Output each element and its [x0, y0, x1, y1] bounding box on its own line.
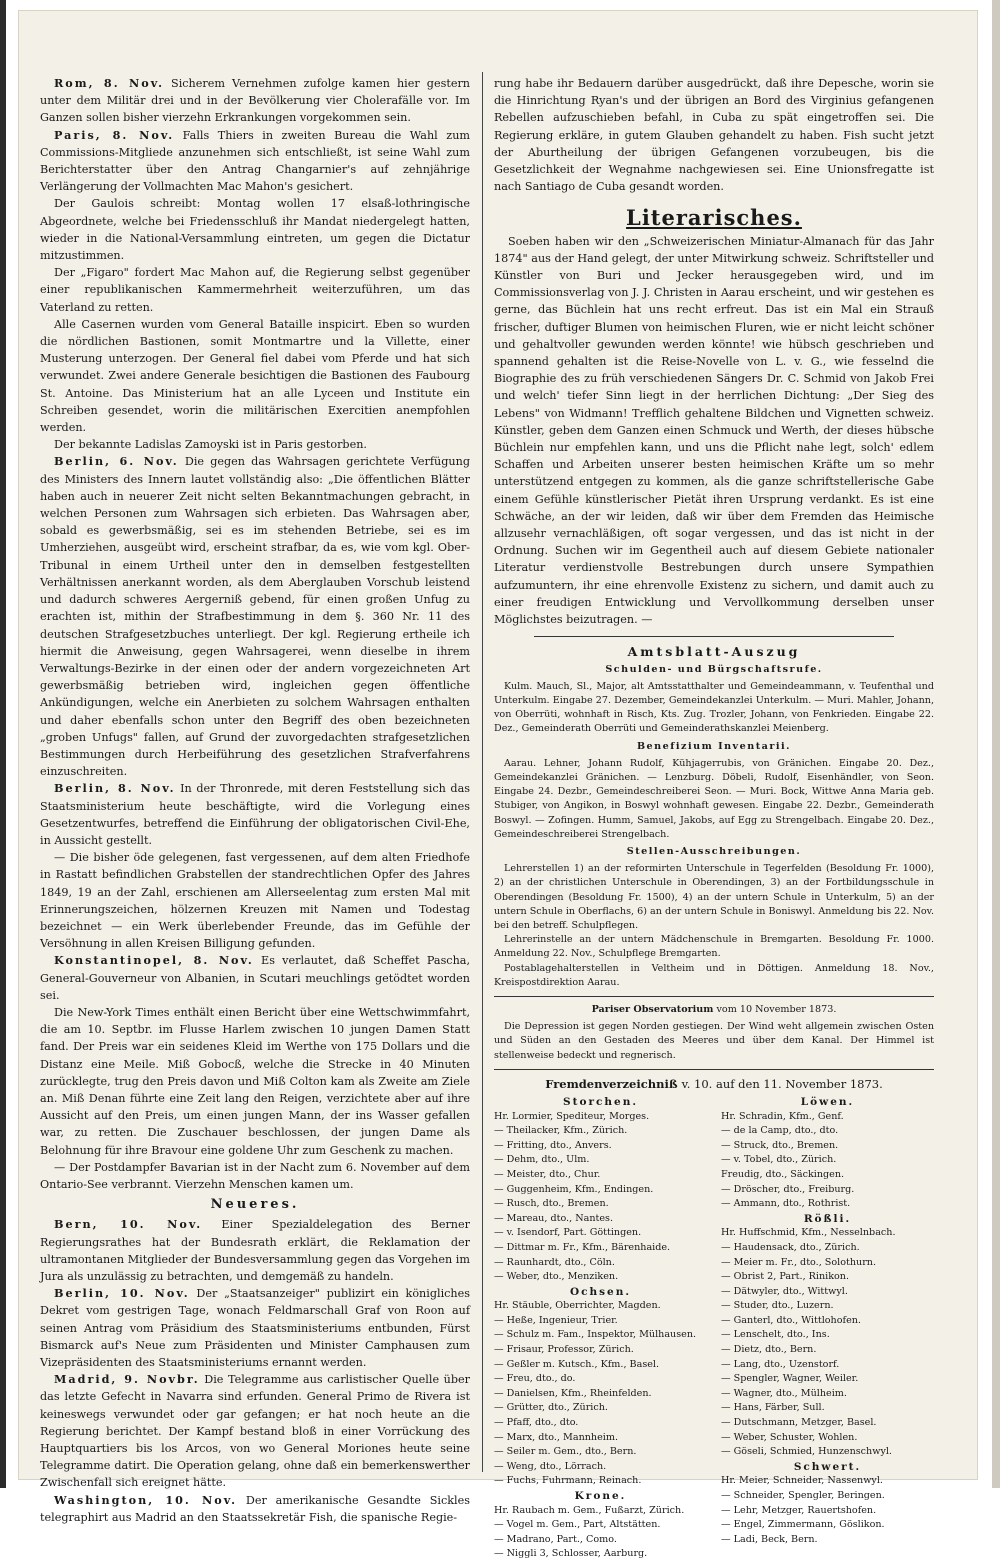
article-paragraph: [40, 264, 470, 316]
article-paragraph: [40, 1285, 470, 1371]
guest-entry: — Grütter, dto., Zürich.: [494, 1402, 608, 1414]
guest-entry: — Raunhardt, dto., Cöln.: [494, 1256, 615, 1268]
paragraph-text: Der amerikanische Gesandte Sickles telegraphirt aus Madrid an den Staatssekretär Fish, die spanische Regie-: [40, 1493, 470, 1524]
guest-entry: — v. Isendorf, Part. Göttingen.: [494, 1227, 642, 1239]
guest-entry: — Dehm, dto., Ulm.: [494, 1154, 590, 1166]
guest-entry: — Geßler m. Kutsch., Kfm., Basel.: [494, 1358, 660, 1370]
paragraph-text: Die New-York Times enthält einen Bericht über eine Wettschwimmfahrt, die am 10. Septbr. im Flusse Harlem zwischen 10 jungen Damen Statt fand. Der Preis war ein seidenes Kleid im Werthe von 175 Dollars und die Distanz eine Meile. Miß Gobocß, welche die Strecke in 40 Minuten zurücklegte, trug den Preis davon und Miß Colton kam als Zweite am Ziele an. Miß Denan führte eine Zeit lang den Reigen, verzichtete aber auf ihre Aussicht auf den Preis, um einen jungen Mann, der ins Wasser gefallen war, zu retten. Die Zuschauer beschlossen, der jungen Dame als Belohnung für ihre Bravour eine goldene Uhr zum Geschenk zu machen.: [40, 1005, 470, 1157]
hotel-heading: Rößli.: [803, 1212, 852, 1225]
paragraph-text: Die Telegramme aus carlistischer Quelle über das letzte Gefecht in Navarra sind erfunden. General Primo de Rivera ist keineswegs verwundet oder gar gefangen; er hat noch heute an die Regierung berichtet. Der Kampf bestand bloß in einer Vorrückung des Hauptquartiers bis los Arcos, von wo General Moriones heute seine Telegramme datirt. Die Operation gelang, ohne daß ein bemerkenswerther Zwischenfall sich ereignet hätte.: [40, 1373, 470, 1490]
guest-entry: — Ammann, dto., Rothrist.: [721, 1198, 851, 1210]
article-paragraph: [40, 75, 470, 127]
guest-entry: — Danielsen, Kfm., Rheinfelden.: [494, 1387, 652, 1399]
paragraph-text: Es verlautet, daß Scheffet Pascha, General-Gouverneur von Albanien, in Scutari meuchlings getödtet worden sei.: [40, 954, 471, 1002]
guest-entry: — Seiler m. Gem., dto., Bern.: [494, 1446, 637, 1458]
guest-entry: — Studer, dto., Luzern.: [721, 1300, 834, 1312]
hotel-heading: Storchen.: [563, 1095, 638, 1108]
left-column: [40, 75, 470, 1526]
fremdenverzeichnis-heading: Fremdenverzeichniß: [545, 1076, 678, 1091]
hotel-heading: Krone.: [574, 1490, 627, 1503]
fremdenverzeichnis-date: v. 10. auf den 11. November 1873.: [681, 1076, 883, 1091]
guest-entry: — Obrist 2, Part., Rinikon.: [721, 1271, 850, 1283]
article-paragraph: [40, 849, 470, 952]
article-paragraph: [40, 316, 470, 436]
guest-entry: — Dietz, dto., Bern.: [721, 1344, 817, 1356]
guest-entry: — Schulz m. Fam., Inspektor, Mülhausen.: [494, 1329, 697, 1341]
guest-entry: — Heße, Ingenieur, Trier.: [494, 1314, 618, 1326]
guest-entry: — Struck, dto., Bremen.: [721, 1139, 839, 1151]
hotel-heading: Löwen.: [800, 1095, 855, 1108]
dateline: Washington, 10. Nov.: [54, 1492, 237, 1507]
article-paragraph: [40, 1216, 470, 1285]
paragraph-text: Der Gaulois schreibt: Montag wollen 17 elsaß-lothringische Abgeordnete, welche bei Friedensschluß ihr Mandat niedergelegt hatten, wieder in die National-Versammlung eintreten, um gegen die Dictatur mitzustimmen.: [40, 197, 470, 263]
article-paragraph: [40, 127, 470, 196]
guest-entry: — Ganterl, dto., Wittlohofen.: [721, 1314, 861, 1326]
amtsblatt-section: [494, 645, 934, 1069]
guest-entry: — Mareau, dto., Nantes.: [494, 1212, 613, 1224]
guest-entry: — Meier m. Fr., dto., Solothurn.: [721, 1256, 877, 1268]
article-paragraph: [40, 1492, 470, 1526]
guest-entry: — Haudensack, dto., Zürich.: [721, 1241, 860, 1253]
washington-continuation: rung habe ihr Bedauern darüber ausgedrückt, daß ihre Depesche, worin sie die Hinrichtung Ryan's und der übrigen an Bord des Virginius gefangenen Rebellen aufzuschieben befahl, in Cuba zu spät eingetroffen sei. Die Regierung erkläre, in gutem Glauben gehandelt zu haben. Fish sucht jetzt der Aburtheilung der übrigen Gefangenen vorzubeugen, bis die Gesetzlichkeit der Wegnahme nachgewiesen sei. Eine Unionsfregatte ist nach Santiago de Cuba gesandt worden.: [494, 77, 934, 194]
guest-entry: — Weng, dto., Lörrach.: [494, 1460, 607, 1472]
guest-entry: — Theilacker, Kfm., Zürich.: [494, 1125, 628, 1137]
guest-entry: — Ladi, Beck, Bern.: [721, 1533, 818, 1545]
literarisches-text: Soeben haben wir den „Schweizerischen Miniatur-Almanach für das Jahr 1874" aus der Hand gelegt, der unter Mitwirkung schweiz. Schriftsteller und Künstler von Buri und Jecker herausgegeben wird, und im Commissionsverlag von J. J. Christen in Aarau erscheint, und wir gestehen es gerne, das Büchlein hat uns recht erfreut. Das ist ein Mal ein Strauß frischer, duftiger Blumen von heimischen Fluren, wie er nicht leicht schöner und gehaltvoller gewunden werden könnte! wie hübsch geschrieben und spannend gehalten ist die Reise-Novelle von L. v. G., wie fesselnd die Biographie des zu früh verschiedenen Sängers Dr. C. Schmid von Jakob Frei und welch' tiefer Sinn liegt in der herrlichen Dichtung: „Der Sieg des Lebens" von Widmann! Trefflich gehaltene Bildchen und Vignetten schweiz. Künstler, geben dem Ganzen einen Schmuck und Werth, der dieses hübsche Büchlein nur empfehlen kann, und uns die Pflicht nahe legt, solch' edlem Schaffen und Arbeiten unserer besten heimischen Kräfte um so mehr unterstützend entgegen zu kommen, als die ganze schriftstellerische Gabe einem Gefühle künstlerischer Pietät ihren Ursprung verdankt. Es ist eine Schwäche, an der wir leiden, daß wir über dem Fremden das Heimische allzusehr vernachläßigen, oft sogar vergessen, und das ist nicht in der Ordnung. Suchen wir im Gegentheil auch auf diesem Gebiete nationaler Literatur verdienstvolle Bestrebungen durch unsere Sympathien aufzumuntern, ihr eine ehrenvolle Existenz zu sichern, und damit auch zu einer freudigen Entwicklung und Vervollkommung derselben unser Möglichstes beizutragen. —: [494, 234, 934, 627]
guest-entry: — de la Camp, dto., dto.: [721, 1125, 839, 1137]
guest-entry: — Lenschelt, dto., Ins.: [721, 1329, 830, 1341]
guest-entry: Hr. Huffschmid, Kfm., Nesselnbach.: [721, 1227, 896, 1239]
guest-entry: — Pfaff, dto., dto.: [494, 1417, 579, 1429]
guest-entry: Hr. Meier, Schneider, Nassenwyl.: [721, 1475, 883, 1487]
dateline: Bern, 10. Nov.: [54, 1217, 203, 1232]
guest-entry: — Frisaur, Professor, Zürich.: [494, 1344, 634, 1356]
guest-entry: — Weber, Schuster, Wohlen.: [721, 1431, 858, 1443]
guest-entry: — Niggli 3, Schlosser, Aarburg.: [494, 1548, 648, 1560]
dateline: Paris, 8. Nov.: [54, 127, 175, 142]
section-rule: [494, 1069, 934, 1070]
guest-entry: — Vogel m. Gem., Part, Altstätten.: [494, 1519, 661, 1531]
guest-entry: — Lang, dto., Uzenstorf.: [721, 1358, 840, 1370]
dateline: Madrid, 9. Novbr.: [54, 1372, 200, 1387]
paragraph-text: — Der Postdampfer Bavarian ist in der Nacht zum 6. November auf dem Ontario-See verbrannt. Vierzehn Menschen kamen um.: [40, 1160, 470, 1191]
hotel-heading: Ochsen.: [569, 1285, 632, 1298]
benefizium-text: Aarau. Lehner, Johann Rudolf, Kühjagerrubis, von Gränichen. Eingabe 20. Dez., Gemeindekanzlei Gränichen. — Lenzburg. Döbeli, Rudolf, Eisenhändler, von Seon. Eingabe 24. Dezbr., Gemeindeschreiberei Seon. — Muri. Bock, Wittwe Anna Maria geb. Stubiger, von Angikon, in Boswyl wohnhaft gewesen. Eingabe 22. Dezbr., Gemeinderath Boswyl. — Zofingen. Humm, Samuel, Jakobs, auf Egg zu Strengelbach. Eingabe 20. Dez., Gemeindeschreiberei Strengelbach.: [494, 757, 934, 840]
article-paragraph: [40, 1159, 470, 1193]
neueres-heading: Neueres.: [210, 1197, 300, 1213]
observatorium-date: vom 10 November 1873.: [716, 1003, 837, 1015]
guest-entry: — Göseli, Schmied, Hunzenschwyl.: [721, 1446, 892, 1458]
fremdenverzeichnis-title: [494, 1076, 934, 1093]
guest-entry: — Madrano, Part., Como.: [494, 1533, 617, 1545]
guest-entry: Freudig, dto., Säckingen.: [721, 1168, 845, 1180]
guest-entry: Hr. Stäuble, Oberrichter, Magden.: [494, 1300, 661, 1312]
paragraph-text: Der „Staatsanzeiger" publizirt ein königliches Dekret vom gestrigen Tage, wonach Feldmarschall Graf von Roon auf seinen Antrag vom Präsidium des Staatsministeriums entbunden, Fürst Bismarck auf's Neue zum Präsidenten und Minister Camphausen zum Vizepräsidenten des Staatsministeriums ernannt werden.: [40, 1287, 470, 1370]
dateline: Berlin, 10. Nov.: [54, 1286, 190, 1301]
dateline: Konstantinopel, 8. Nov.: [54, 953, 254, 968]
paragraph-text: Einer Spezialdelegation des Berner Regierungsrathes hat der Bundesrath erklärt, die Reklamation der ultramontanen Mitglieder der Bundesversammlung gegen das Vorgehen im Jura als unzulässig zu betrachten, und demgemäß zu handeln.: [40, 1218, 470, 1284]
schulden-heading: Schulden- und Bürgschaftsrufe.: [605, 663, 823, 675]
article-paragraph: [40, 1371, 470, 1491]
guest-list-right: [721, 1095, 934, 1562]
dateline: Berlin, 6. Nov.: [54, 454, 179, 469]
literarisches-heading: Literarisches.: [626, 205, 802, 231]
article-paragraph: [40, 1004, 470, 1159]
guest-entry: — Rusch, dto., Bremen.: [494, 1198, 609, 1210]
article-paragraph: [40, 952, 470, 1004]
guest-entry: — Guggenheim, Kfm., Endingen.: [494, 1183, 654, 1195]
guest-entry: Hr. Lormier, Spediteur, Morges.: [494, 1110, 650, 1122]
section-rule: [534, 636, 894, 637]
guest-list: [494, 1095, 934, 1562]
guest-entry: Hr. Schradin, Kfm., Genf.: [721, 1110, 844, 1122]
dateline: Rom, 8. Nov.: [54, 76, 164, 90]
paragraph-text: Sicherem Vernehmen zufolge kamen hier gestern unter dem Militär drei und in der Bevölkerung vier Cholerafälle vor. Im Ganzen sollen bisher vierzehn Erkrankungen vorgekommen sein.: [40, 77, 470, 125]
guest-entry: — Hans, Färber, Sull.: [721, 1402, 825, 1414]
guest-entry: Hr. Raubach m. Gem., Fußarzt, Zürich.: [494, 1504, 685, 1516]
guest-entry: — Schneider, Spengler, Beringen.: [721, 1490, 885, 1502]
guest-entry: — Dittmar m. Fr., Kfm., Bärenhaide.: [494, 1241, 671, 1253]
dateline: Berlin, 8. Nov.: [54, 781, 176, 796]
guest-entry: — Dätwyler, dto., Wittwyl.: [721, 1285, 848, 1297]
amtsblatt-heading: Amtsblatt-Auszug: [627, 644, 801, 660]
guest-entry: — Dutschmann, Metzger, Basel.: [721, 1417, 877, 1429]
guest-entry: — Meister, dto., Chur.: [494, 1168, 601, 1180]
stellen-heading: Stellen-Ausschreibungen.: [626, 845, 802, 857]
guest-entry: — Weber, dto., Menziken.: [494, 1271, 619, 1283]
guest-entry: — Fuchs, Fuhrmann, Reinach.: [494, 1475, 642, 1487]
guest-entry: — Spengler, Wagner, Weiler.: [721, 1373, 859, 1385]
observatorium-title: [494, 1003, 934, 1017]
paragraph-text: Der „Figaro" fordert Mac Mahon auf, die Regierung selbst gegenüber einer republikanischen Kammermehrheit weiterzuführen, um das Vaterland zu retten.: [40, 266, 470, 314]
paragraph-text: Falls Thiers in zweiten Bureau die Wahl zum Commissions-Mitgliede anzunehmen sich entschließt, ist seine Wahl zum Berichterstatter über den Antrag Changarnier's auf zehnjährige Verlängerung der Vollmachten Mac Mahon's gesichert.: [40, 128, 471, 194]
guest-entry: — Dröscher, dto., Freiburg.: [721, 1183, 855, 1195]
guest-list-left: [494, 1095, 707, 1562]
scan-edge-left: [0, 0, 6, 1488]
stellen-text-2: Lehrerinstelle an der untern Mädchenschule in Bremgarten. Besoldung Fr. 1000. Anmeldung 22. Nov., Schulpflege Bremgarten.: [494, 934, 934, 960]
paragraph-text: In der Thronrede, mit deren Feststellung sich das Staatsministerium heute beschäftigte, wird die Vorlegung eines Gesetzentwurfes, betreffend die Einführung der obligatorischen Civil-Ehe, in Aussicht gestellt.: [40, 782, 470, 847]
guest-entry: — v. Tobel, dto., Zürich.: [721, 1154, 837, 1166]
paragraph-text: — Die bisher öde gelegenen, fast vergessenen, auf dem alten Friedhofe in Rastatt befindlichen Grabstellen der standrechtlichen Opfer des Jahres 1849, 19 an der Zahl, erschienen am Allerseelentag zum ersten Mal mit Erinnerungszeichen, hölzernen Kreuzen mit Namen und Todestag bezeichnet — ein Werk überlebender Freunde, das im Gefühle der Versöhnung in allen Kreisen Billigung gefunden.: [40, 851, 470, 951]
stellen-text-3: Postablagehalterstellen in Veltheim und in Döttigen. Anmeldung 18. Nov., Kreispostdirektion Aarau.: [494, 962, 934, 988]
guest-entry: — Freu, dto., do.: [494, 1373, 576, 1385]
guest-entry: — Engel, Zimmermann, Göslikon.: [721, 1519, 885, 1531]
paragraph-text: Alle Casernen wurden vom General Bataille inspicirt. Eben so wurden die nördlichen Bastionen, somit Montmartre und la Villette, einer Musterung unterzogen. Der General fiel dabei vom Pferde und hat sich verwundet. Zwei andere Generale besichtigen die Bastionen des Faubourg St. Antoine. Das Ministerium hat an alle Lyceen und Institute ein Schreiben gesendet, worin die militärischen Exercitien anempfohlen werden.: [40, 317, 470, 435]
guest-entry: — Marx, dto., Mannheim.: [494, 1431, 619, 1443]
article-paragraph: [40, 436, 470, 453]
right-column: [494, 75, 934, 1562]
guest-entry: — Wagner, dto., Mülheim.: [721, 1387, 847, 1399]
schulden-text: Kulm. Mauch, Sl., Major, alt Amtsstatthalter und Gemeindeammann, v. Teufenthal und Unterkulm. Eingabe 27. Dezember, Gemeindekanzlei Unterkulm. — Muri. Mahler, Johann, von Oberrüti, wohnhaft in Risch, Kts. Zug. Trozler, Johann, von Fenkrieden. Eingabe 22. Dez., Gemeinderath Oberrüti und Gemeinderathskanzlei Meienberg.: [494, 680, 934, 735]
article-paragraph: [40, 780, 470, 849]
column-divider: [482, 72, 483, 1472]
observatorium-text: Die Depression ist gegen Norden gestiegen. Der Wind weht allgemein zwischen Osten und Süden an den Gestaden des Meeres und über dem Kanal. Der Himmel ist stellenweise bedeckt und regnerisch.: [494, 1021, 934, 1061]
article-paragraph: [40, 453, 470, 780]
section-rule: [494, 996, 934, 997]
guest-entry: — Lehr, Metzger, Rauertshofen.: [721, 1504, 877, 1516]
paragraph-text: Der bekannte Ladislas Zamoyski ist in Paris gestorben.: [54, 438, 367, 452]
stellen-text: Lehrerstellen 1) an der reformirten Unterschule in Tegerfelden (Besoldung Fr. 1000), 2) an der christlichen Unterschule in Oberendingen, 3) an der Fortbildungsschule in Oberendingen (Besoldung Fr. 1500), 4) an der untern Schule in Unterkulm, 5) an der untern Schule in Oberflachs, 6) an der untern Schule in Boniswyl. Anmeldung bis 22. Nov. bei den betreff. Schulpflegen.: [494, 863, 934, 931]
hotel-heading: Schwert.: [793, 1460, 862, 1473]
paragraph-text: Die gegen das Wahrsagen gerichtete Verfügung des Ministers des Innern lautet vollständig also: „Die öffentlichen Blätter haben auch in neuerer Zeit nicht selten Bekanntmachungen gebracht, in welchen Personen zum Wahrsagen sich erbieten. Das Wahrsagen aber, sobald es gewerbsmäßig, sei es im stehenden Betriebe, sei es im Umherziehen, ausgeübt wird, erscheint strafbar, da es, wie vom kgl. Ober-Tribunal in einem Urtheil unter den in demselben festgestellten Verhältnissen anerkannt worden, als dem Aberglauben Vorschub leistend und dadurch schweres Aergerniß gebend, für einen großen Unfug zu erachten ist, mithin der Strafbestimmung in dem §. 360 Nr. 11 des deutschen Strafgesetzbuches unterliegt. Der kgl. Regierung ertheile ich hiermit die Anweisung, gegen Wahrsagerei, wenn dieselbe in ihrem Verwaltungs-Bezirke in der einen oder der andern vorgezeichneten Art gewerbsmäßig betrieben wird, ingleichen gegen öffentliche Ankündigungen, welche ein Anerbieten zu solchem Wahrsagen enthalten und daher ebenfalls schon unter den Begriff des oben bezeichneten „groben Unfugs" fallen, auf Grund der zuvorgedachten strafgesetzlichen Bestimmungen durch Herbeiführung des gesetzlichen Strafverfahrens einzuschreiten.: [40, 455, 470, 779]
article-paragraph: [40, 195, 470, 264]
guest-entry: — Fritting, dto., Anvers.: [494, 1139, 612, 1151]
scan-edge-right: [992, 0, 1000, 1488]
observatorium-heading: Pariser Observatorium: [591, 1003, 714, 1015]
benefizium-heading: Benefizium Inventarii.: [636, 740, 792, 752]
